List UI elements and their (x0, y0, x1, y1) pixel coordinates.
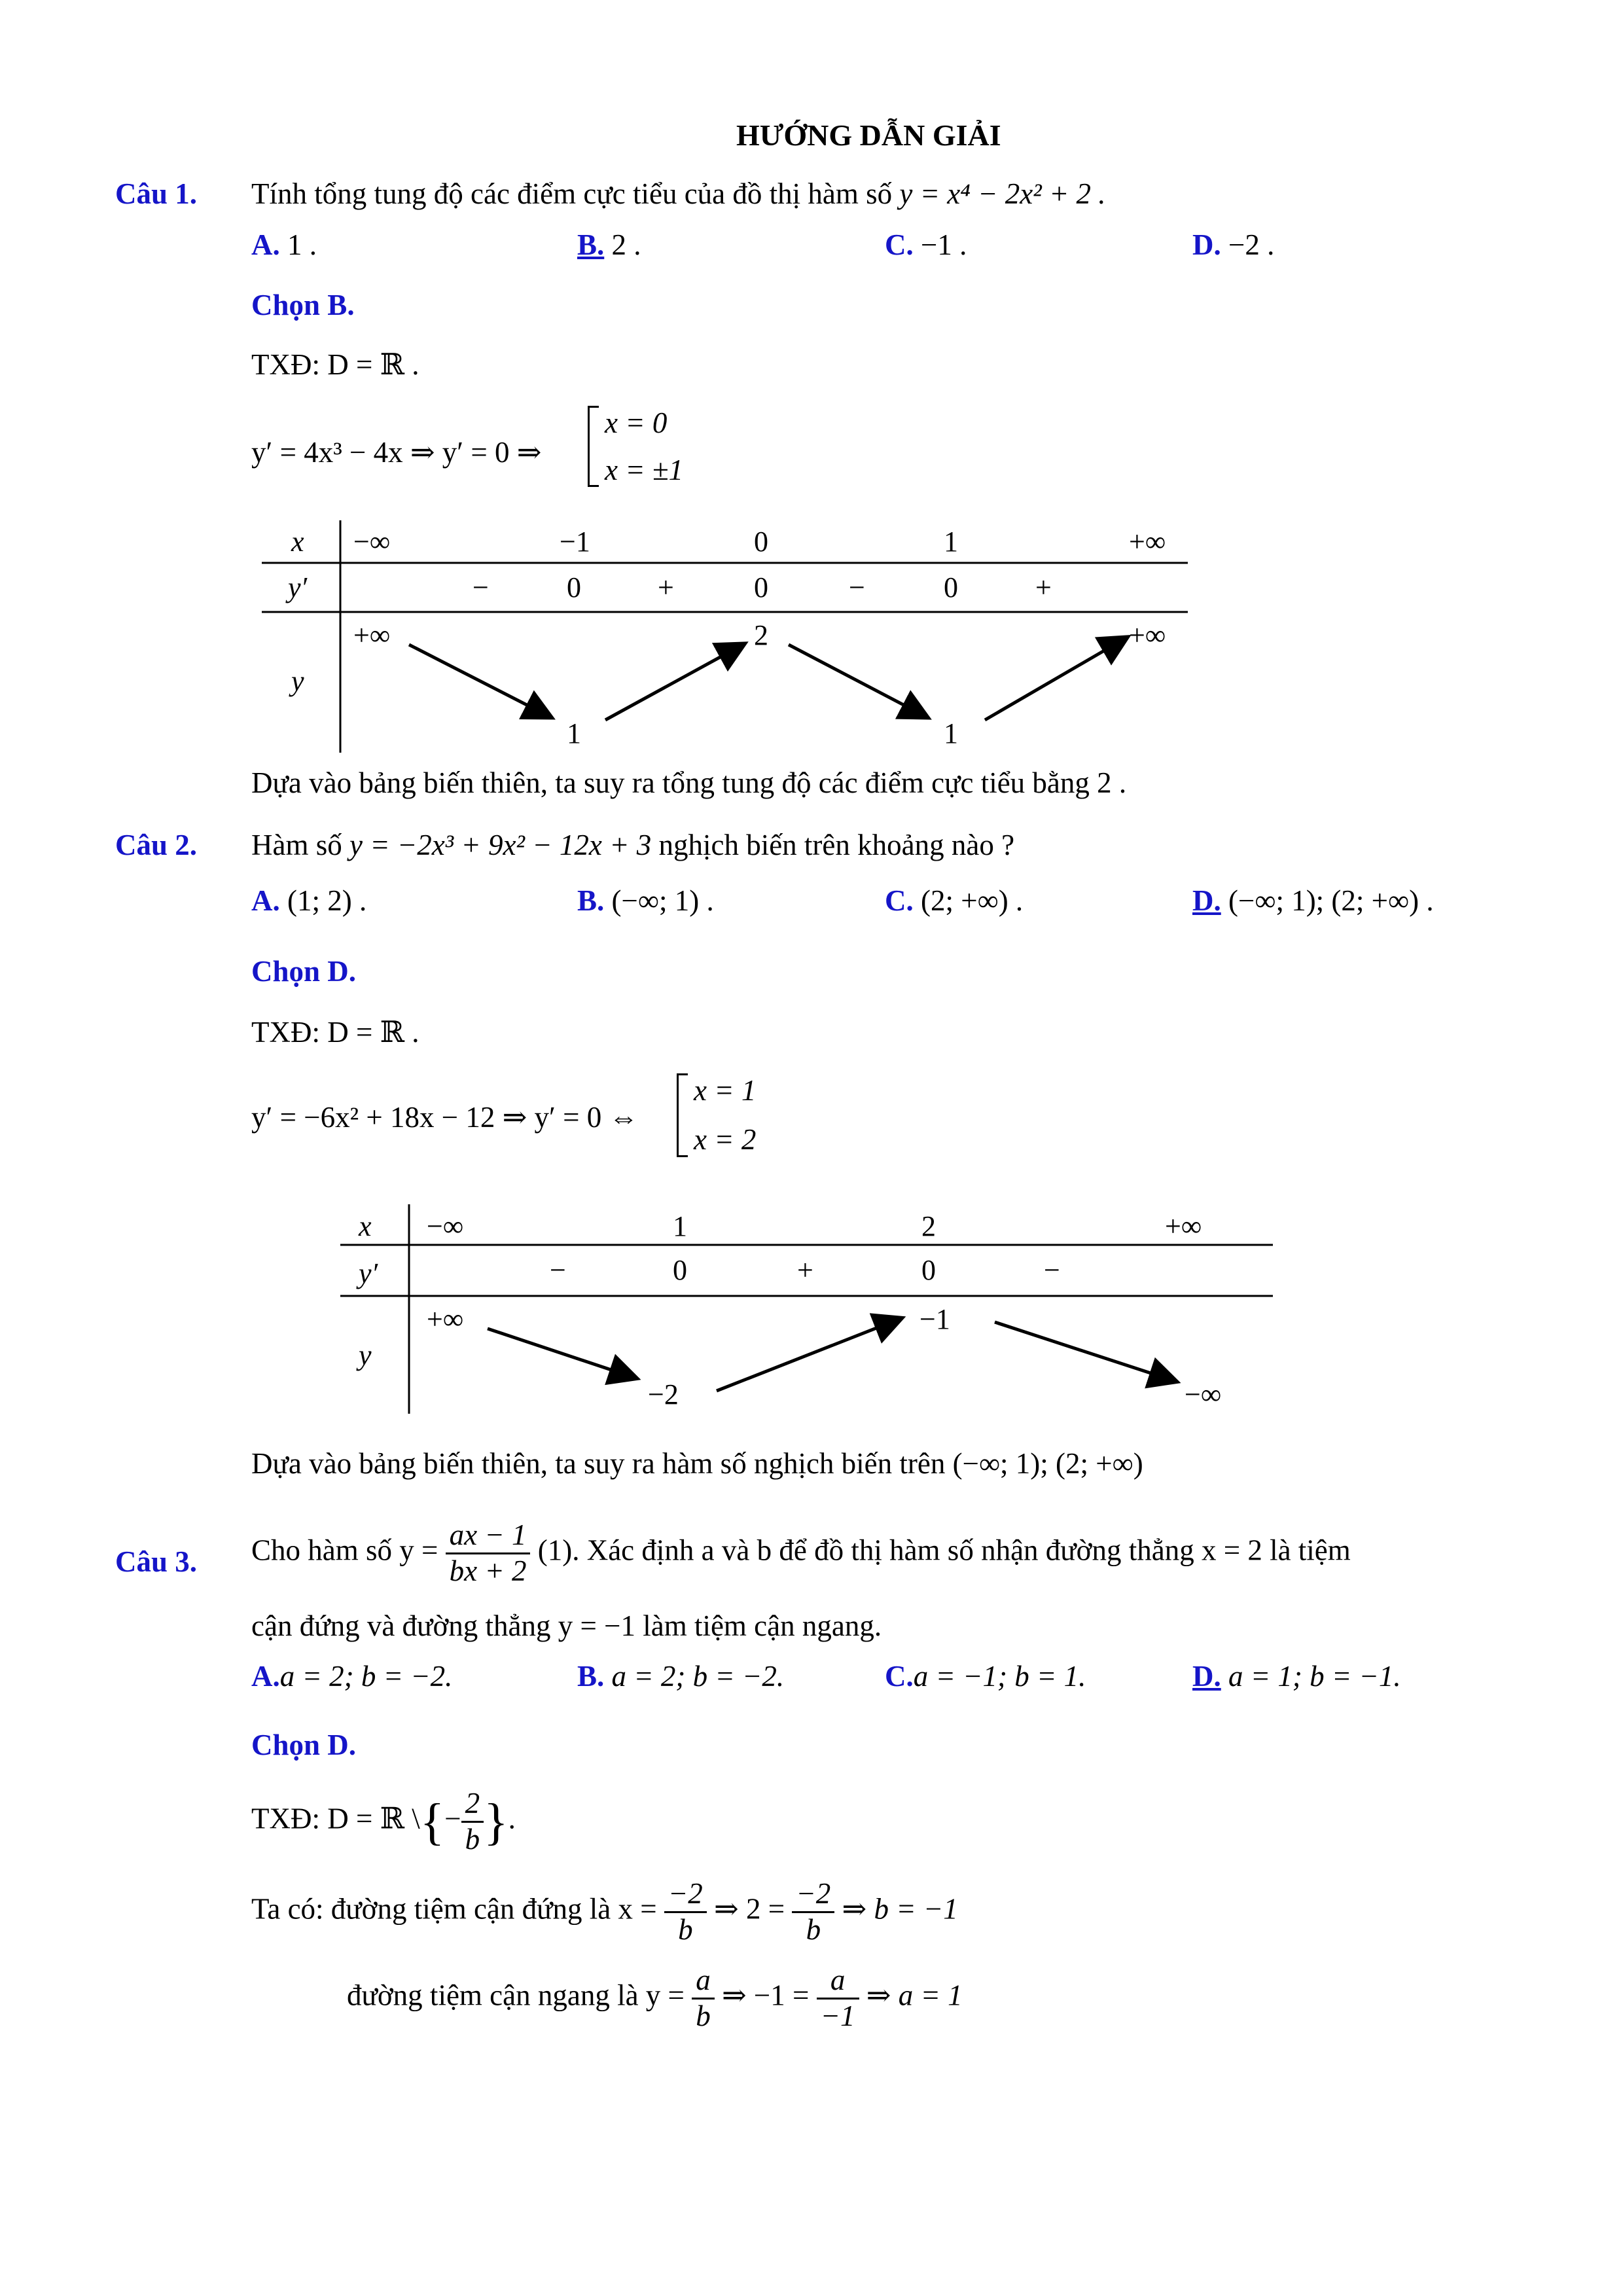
q1-y-bottom-1: 1 (567, 717, 581, 749)
q3-va-den-2: b (806, 1912, 821, 1946)
q2-y-bottom-1: −2 (648, 1378, 679, 1410)
q3-va-num-1: −2 (664, 1877, 707, 1913)
q2-domain: TXĐ: D = ℝ . (251, 1016, 419, 1049)
q3-option-b-label: B. (577, 1660, 605, 1693)
q3-ha-text: đường tiệm cận ngang là y = (347, 1979, 685, 2012)
page-title: HƯỚNG DẪN GIẢI (736, 118, 1001, 152)
q2-option-a-label: A. (251, 884, 280, 917)
q3-option-b-value: a = 2; b = −2. (611, 1660, 785, 1693)
q3-option-a-value: a = 2; b = −2. (279, 1660, 453, 1693)
q2-x-val-3: 2 (921, 1210, 936, 1242)
q1-option-b-value: 2 . (611, 228, 641, 261)
q2-yp-head: y′ (359, 1257, 378, 1289)
q2-yp-val-3: + (797, 1254, 813, 1286)
q2-question: Hàm số (251, 829, 342, 861)
q1-x-val-5: +∞ (1129, 526, 1166, 558)
q2-derivative: y′ = −6x² + 18x − 12 ⇒ y′ = 0 ⇔ (251, 1101, 639, 1134)
q2-x-val-4: +∞ (1165, 1210, 1202, 1242)
q1-y-top-2: 2 (754, 619, 768, 651)
q1-yp-val-2: 0 (567, 571, 581, 603)
q1-formula: y = x⁴ − 2x² + 2 . (899, 177, 1106, 210)
q3-option-d-value: a = 1; b = −1. (1228, 1660, 1401, 1693)
q1-derivative: y′ = 4x³ − 4x ⇒ y′ = 0 ⇒ (251, 436, 542, 469)
q2-option-b-label: B. (577, 884, 605, 917)
q1-y-top-1: +∞ (353, 619, 391, 651)
q3-option-c-value: a = −1; b = 1. (913, 1660, 1086, 1693)
q3-option-c-label: C. (885, 1660, 914, 1693)
q3-text-line1 (251, 1518, 1351, 1588)
q1-domain: TXĐ: D = ℝ . (251, 348, 419, 381)
q3-answer: Chọn D. (251, 1729, 357, 1761)
q2-x-val-2: 1 (673, 1210, 687, 1242)
q3-intro: Cho hàm số y = (251, 1534, 438, 1567)
q3-vertical-asymptote (251, 1877, 958, 1947)
q3-domain-num: 2 (461, 1787, 484, 1823)
q1-x-val-4: 1 (944, 526, 958, 558)
q2-answer: Chọn D. (251, 955, 357, 988)
q1-option-d-value: −2 . (1228, 228, 1275, 261)
q1-x-val-1: −∞ (353, 526, 391, 558)
q2-y-head: y (359, 1339, 372, 1371)
q3-ha-den-1: b (696, 1999, 711, 2032)
q1-question: Tính tổng tung độ các điểm cực tiểu của đồ thị hàm số (251, 177, 893, 210)
q2-yp-val-4: 0 (921, 1254, 936, 1286)
q3-horizontal-asymptote (347, 1964, 963, 2034)
q1-label: Câu 1. (115, 177, 198, 210)
q3-option-d (1192, 1659, 1401, 1693)
q2-y-top-1: +∞ (427, 1303, 464, 1335)
q2-arrow-3 (995, 1322, 1175, 1381)
q2-case-2: x = 2 (694, 1123, 757, 1156)
q3-option-c (885, 1659, 1086, 1693)
q2-x-val-1: −∞ (427, 1210, 464, 1242)
q3-va-result: ⇒ b = −1 (842, 1892, 958, 1926)
q1-option-d-label: D. (1192, 228, 1221, 261)
q2-formula: y = −2x³ + 9x² − 12x + 3 (349, 829, 652, 861)
q3-ha-num-1: a (692, 1964, 715, 2000)
q1-yp-val-7: + (1035, 571, 1052, 603)
q2-option-b-value: (−∞; 1) . (611, 884, 714, 917)
q2-yp-val-2: 0 (673, 1254, 687, 1286)
q2-label: Câu 2. (115, 829, 198, 861)
q1-yp-val-4: 0 (754, 571, 768, 603)
q3-va-mid: ⇒ 2 = (714, 1892, 785, 1926)
q1-answer: Chọn B. (251, 289, 355, 321)
q3-frac-den: bx + 2 (449, 1554, 527, 1587)
q3-frac-num: ax − 1 (446, 1518, 531, 1554)
q1-option-b-label: B. (577, 228, 605, 261)
q1-yp-val-3: + (658, 571, 674, 603)
q3-option-d-label: D. (1192, 1660, 1221, 1693)
q3-va-num-2: −2 (792, 1877, 834, 1913)
q2-question-end: nghịch biến trên khoảng nào ? (658, 829, 1015, 861)
q3-va-text: Ta có: đường tiệm cận đứng là x = (251, 1892, 657, 1926)
q3-text-line2: cận đứng và đường thẳng y = −1 làm tiệm cận ngang. (251, 1609, 882, 1642)
q1-x-val-3: 0 (754, 526, 768, 558)
q2-y-bottom-2: −∞ (1185, 1378, 1222, 1410)
q1-option-a-value: 1 . (287, 228, 317, 261)
q2-option-a-value: (1; 2) . (287, 884, 367, 917)
q3-domain-fraction (461, 1787, 484, 1857)
q1-x-head: x (291, 526, 304, 558)
q1-x-val-2: −1 (560, 526, 590, 558)
q1-yp-val-5: − (849, 571, 865, 603)
q1-y-top-3: +∞ (1129, 619, 1166, 651)
q3-ha-frac-2 (817, 1964, 859, 2034)
q2-option-c-value: (2; +∞) . (921, 884, 1024, 917)
q1-yp-val-1: − (473, 571, 489, 603)
q2-conclusion: Dựa vào bảng biến thiên, ta suy ra hàm số nghịch biến trên (−∞; 1); (2; +∞) (251, 1447, 1143, 1480)
q1-option-c-label: C. (885, 228, 914, 261)
q2-yp-val-1: − (550, 1254, 566, 1286)
q1-option-a-label: A. (251, 228, 280, 261)
q3-option-a-label: A. (251, 1660, 280, 1693)
q1-case-1: x = 0 (605, 406, 668, 439)
q2-x-head: x (359, 1210, 372, 1242)
q1-yp-val-6: 0 (944, 571, 958, 603)
q1-y-head: y (291, 665, 304, 697)
q3-intro-rest: (1). Xác định a và b để đồ thị hàm số nhận đường thẳng x = 2 là tiệm (537, 1534, 1351, 1567)
q3-va-den-1: b (678, 1912, 693, 1946)
q1-option-c-value: −1 . (921, 228, 967, 261)
q3-domain-text: TXĐ: D = ℝ \ (251, 1802, 420, 1835)
q2-arrow-1 (488, 1329, 635, 1378)
q2-arrow-2 (717, 1319, 900, 1391)
q3-ha-frac-1 (692, 1964, 715, 2034)
q3-ha-den-2: −1 (820, 1999, 855, 2032)
q3-brace-open: { (419, 1793, 445, 1850)
q3-ha-result: ⇒ a = 1 (866, 1979, 963, 2012)
q2-case-1: x = 1 (694, 1074, 757, 1107)
q3-va-frac-2 (792, 1877, 834, 1947)
q2-option-c-label: C. (885, 884, 914, 917)
q1-yp-head: y′ (288, 571, 308, 603)
q3-va-frac-1 (664, 1877, 707, 1947)
q2-option-d-label: D. (1192, 884, 1221, 917)
q1-conclusion: Dựa vào bảng biến thiên, ta suy ra tổng tung độ các điểm cực tiểu bằng 2 . (251, 766, 1127, 799)
q3-domain-den: b (465, 1822, 480, 1856)
q3-ha-mid: ⇒ −1 = (721, 1979, 810, 2012)
q3-domain: TXĐ: D = ℝ \{− $\frac{2}{b}$ }. (251, 1787, 516, 1856)
q1-y-bottom-2: 1 (944, 717, 958, 749)
q3-label: Câu 3. (115, 1545, 198, 1578)
q3-function-fraction (446, 1518, 531, 1588)
q1-case-2: x = ±1 (605, 454, 684, 486)
q2-option-d-value: (−∞; 1); (2; +∞) . (1228, 884, 1434, 917)
q3-option-a (251, 1659, 452, 1693)
q2-y-top-2: −1 (919, 1303, 950, 1335)
q3-option-b (577, 1659, 784, 1693)
q3-brace-close: } (484, 1793, 508, 1850)
q3-ha-num-2: a (817, 1964, 859, 2000)
q2-yp-val-5: − (1044, 1254, 1060, 1286)
